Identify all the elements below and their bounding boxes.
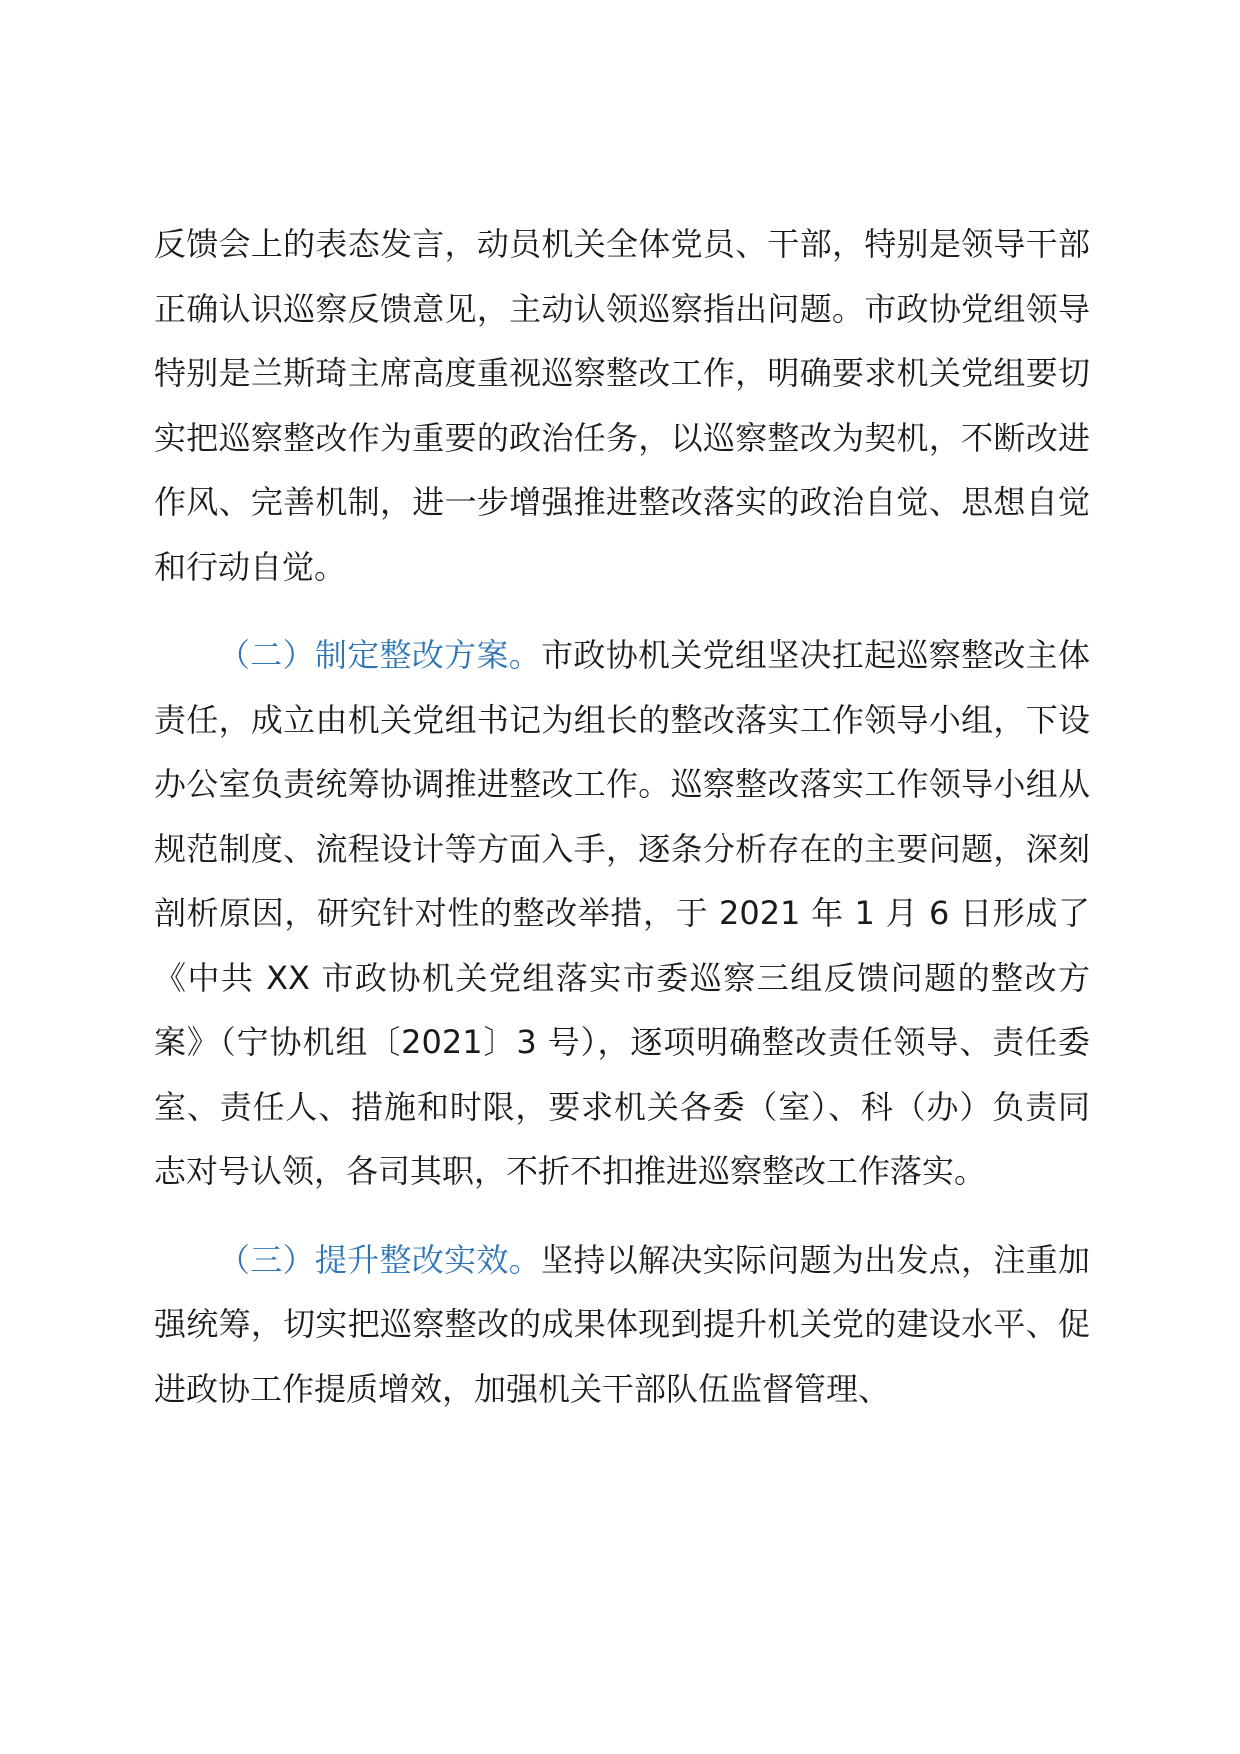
paragraph-text: 坚持以解决实际问题为出发点，注重加强统筹，切实把巡察整改的成果体现到提升机关党的建设水平、促进政协工作提质增效，加强机关干部队伍监督管理、 (154, 1240, 1090, 1408)
section-heading: （二）制定整改方案。 (218, 636, 542, 674)
paragraph-section-2 (154, 623, 1090, 1204)
document-body (154, 212, 1090, 1421)
paragraph-section-3 (154, 1228, 1090, 1422)
section-heading: （三）提升整改实效。 (218, 1240, 542, 1279)
paragraph-text: 市政协机关党组坚决扛起巡察整改主体责任，成立由机关党组书记为组长的整改落实工作领导小组，下设办公室负责统筹协调推进整改工作。巡察整改落实工作领导小组从规范制度、流程设计等方面入手，逐条分析存在的主要问题，深刻剖析原因，研究针对性的整改举措，于 2021 年 1 月 6 日形成了《中共 XX 市政协机关党组落实市委巡察三组反馈问题的整改方案》（宁协机组〔2021〕3 号），逐项明确整改责任领导、责任委室、责任人、措施和时限，要求机关各委（室）、科（办）负责同志对号认领，各司其职，不折不扣推进巡察整改工作落实。 (154, 636, 1090, 1190)
paragraph-text: 反馈会上的表态发言，动员机关全体党员、干部，特别是领导干部正确认识巡察反馈意见，主动认领巡察指出问题。市政协党组领导特别是兰斯琦主席高度重视巡察整改工作，明确要求机关党组要切实把巡察整改作为重要的政治任务，以巡察整改为契机，不断改进作风、完善机制，进一步增强推进整改落实的政治自觉、思想自觉和行动自觉。 (154, 225, 1090, 586)
paragraph-continuation (154, 212, 1090, 599)
